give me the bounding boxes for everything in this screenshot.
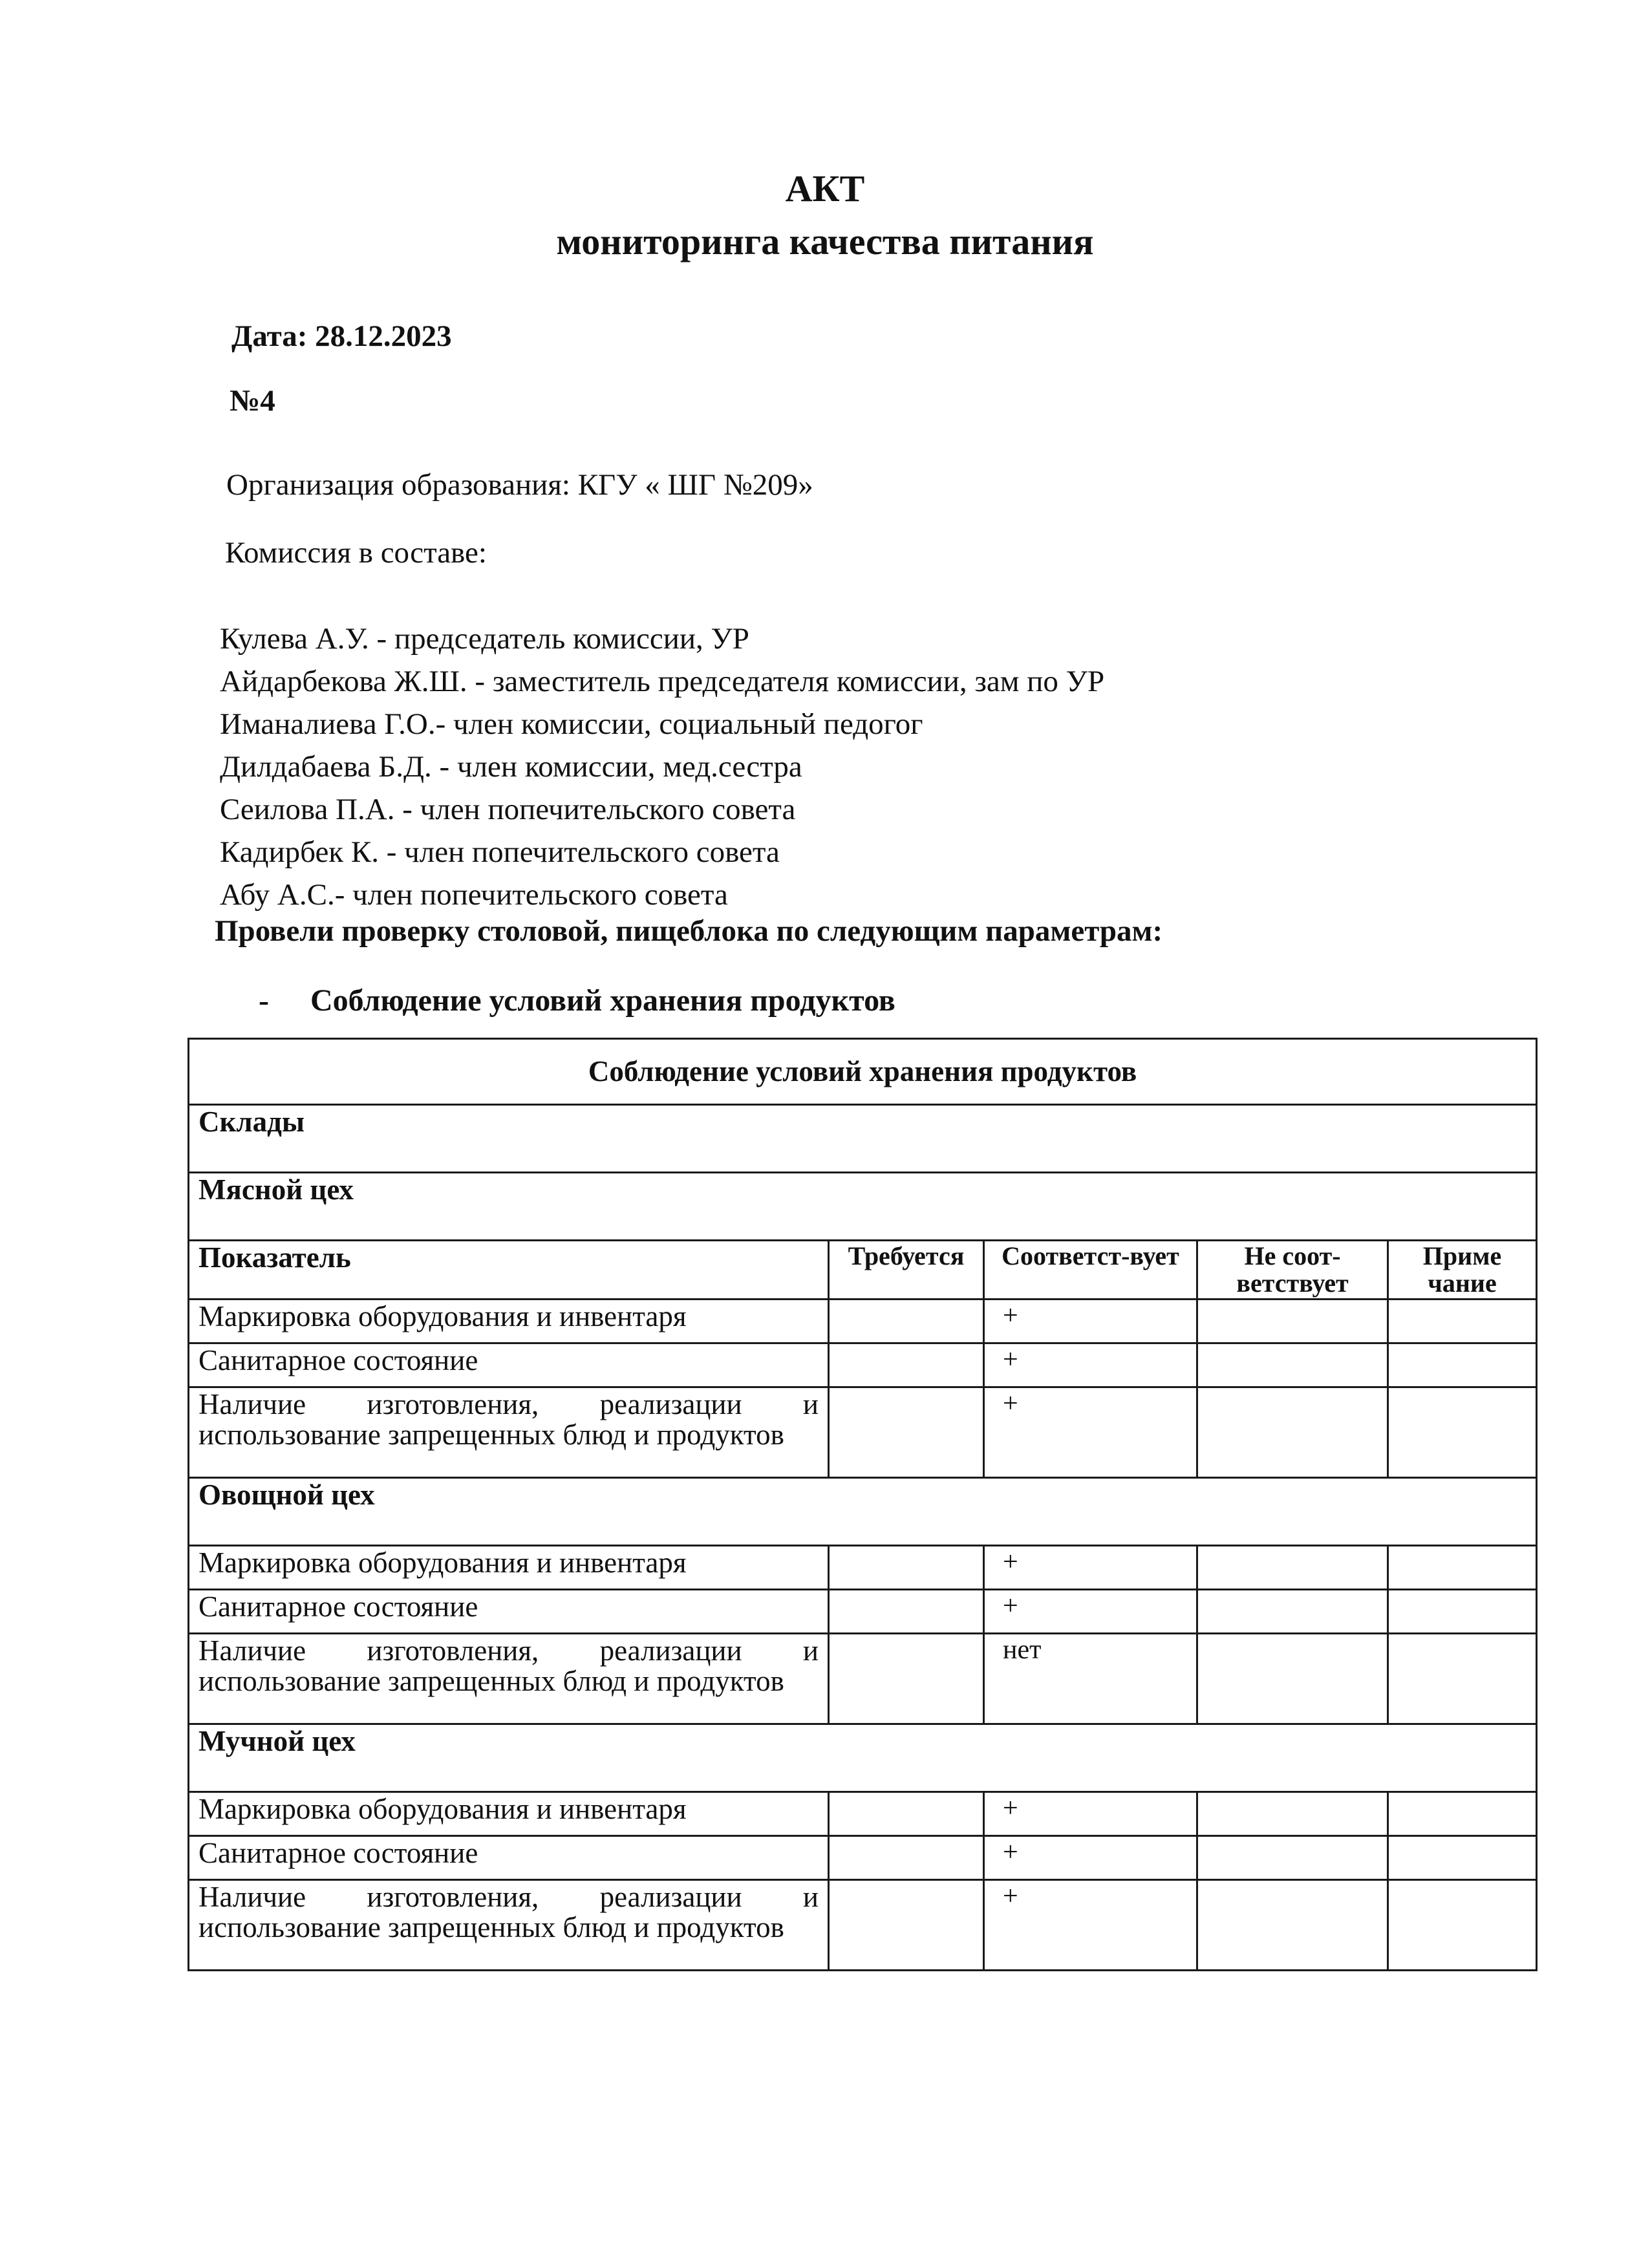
cell-complies: + [984,1836,1197,1880]
cell-note [1388,1880,1537,1971]
column-header-indicator: Показатель [189,1241,829,1300]
cell-not-complies [1197,1546,1388,1590]
cell-required [829,1634,984,1724]
column-header-not-complies: Не соот-ветствует [1197,1241,1388,1300]
commission-intro: Комиссия в составе: [225,536,487,570]
cell-indicator: Наличие изготовления, реализации и использование запрещенных блюд и продуктов [189,1634,829,1724]
document-date: Дата: 28.12.2023 [231,319,452,353]
cell-note [1388,1836,1537,1880]
cell-complies: нет [984,1634,1197,1724]
cell-indicator: Наличие изготовления, реализации и использование запрещенных блюд и продуктов [189,1880,829,1971]
cell-indicator: Санитарное состояние [189,1836,829,1880]
cell-not-complies [1197,1880,1388,1971]
cell-not-complies [1197,1343,1388,1387]
commission-members [220,617,1104,916]
cell-complies: + [984,1880,1197,1971]
cell-required [829,1300,984,1343]
table-row [189,1880,1537,1971]
section-storage: Склады [189,1105,1537,1173]
commission-member: Иманалиева Г.О.- член комиссии, социальный педогог [220,707,923,741]
table-row [189,1387,1537,1478]
table-row [189,1590,1537,1634]
cell-note [1388,1590,1537,1634]
cell-indicator: Санитарное состояние [189,1590,829,1634]
commission-member: Дилдабаева Б.Д. - член комиссии, мед.сестра [220,750,802,784]
cell-indicator: Маркировка оборудования и инвентаря [189,1546,829,1590]
table-header: Соблюдение условий хранения продуктов [189,1039,1537,1105]
document-title: АКТ [785,167,865,209]
check-intro: Провели проверку столовой, пищеблока по следующим параметрам: [215,914,1163,948]
cell-not-complies [1197,1634,1388,1724]
cell-required [829,1343,984,1387]
cell-required [829,1836,984,1880]
table-row [189,1792,1537,1836]
table-row [189,1836,1537,1880]
cell-complies: + [984,1387,1197,1478]
cell-complies: + [984,1343,1197,1387]
section-meat-shop: Мясной цех [189,1173,1537,1241]
table-row [189,1300,1537,1343]
cell-required [829,1590,984,1634]
section-vegetable-shop: Овощной цех [189,1478,1537,1546]
cell-complies: + [984,1590,1197,1634]
commission-member: Кулева А.У. - председатель комиссии, УР [220,622,749,656]
bullet-dash: - [259,983,269,1018]
section-flour-shop: Мучной цех [189,1724,1537,1792]
cell-not-complies [1197,1300,1388,1343]
cell-indicator: Маркировка оборудования и инвентаря [189,1300,829,1343]
document-number: №4 [230,384,275,418]
cell-note [1388,1300,1537,1343]
column-header-required: Требуется [829,1241,984,1300]
cell-not-complies [1197,1387,1388,1478]
storage-conditions-table [188,1038,1538,1971]
cell-note [1388,1387,1537,1478]
cell-required [829,1546,984,1590]
cell-required [829,1387,984,1478]
bullet-item [259,983,895,1018]
column-header-note: Приме чание [1388,1241,1537,1300]
cell-complies: + [984,1300,1197,1343]
cell-note [1388,1343,1537,1387]
cell-note [1388,1546,1537,1590]
table-row [189,1343,1537,1387]
organization-line: Организация образования: КГУ « ШГ №209» [226,468,813,502]
bullet-text: Соблюдение условий хранения продуктов [310,983,895,1018]
commission-member: Кадирбек К. - член попечительского совета [220,835,780,869]
cell-required [829,1792,984,1836]
commission-member: Сеилова П.А. - член попечительского совета [220,793,796,826]
cell-indicator: Наличие изготовления, реализации и использование запрещенных блюд и продуктов [189,1387,829,1478]
cell-complies: + [984,1546,1197,1590]
cell-required [829,1880,984,1971]
commission-member: Абу А.С.- член попечительского совета [220,878,728,912]
cell-not-complies [1197,1590,1388,1634]
cell-complies: + [984,1792,1197,1836]
table-row [189,1546,1537,1590]
table-row [189,1634,1537,1724]
document-subtitle: мониторинга качества питания [556,220,1094,262]
cell-note [1388,1792,1537,1836]
cell-not-complies [1197,1836,1388,1880]
column-header-complies: Соответст-вует [984,1241,1197,1300]
commission-member: Айдарбекова Ж.Ш. - заместитель председателя комиссии, зам по УР [220,665,1105,698]
cell-indicator: Санитарное состояние [189,1343,829,1387]
cell-indicator: Маркировка оборудования и инвентаря [189,1792,829,1836]
cell-note [1388,1634,1537,1724]
cell-not-complies [1197,1792,1388,1836]
